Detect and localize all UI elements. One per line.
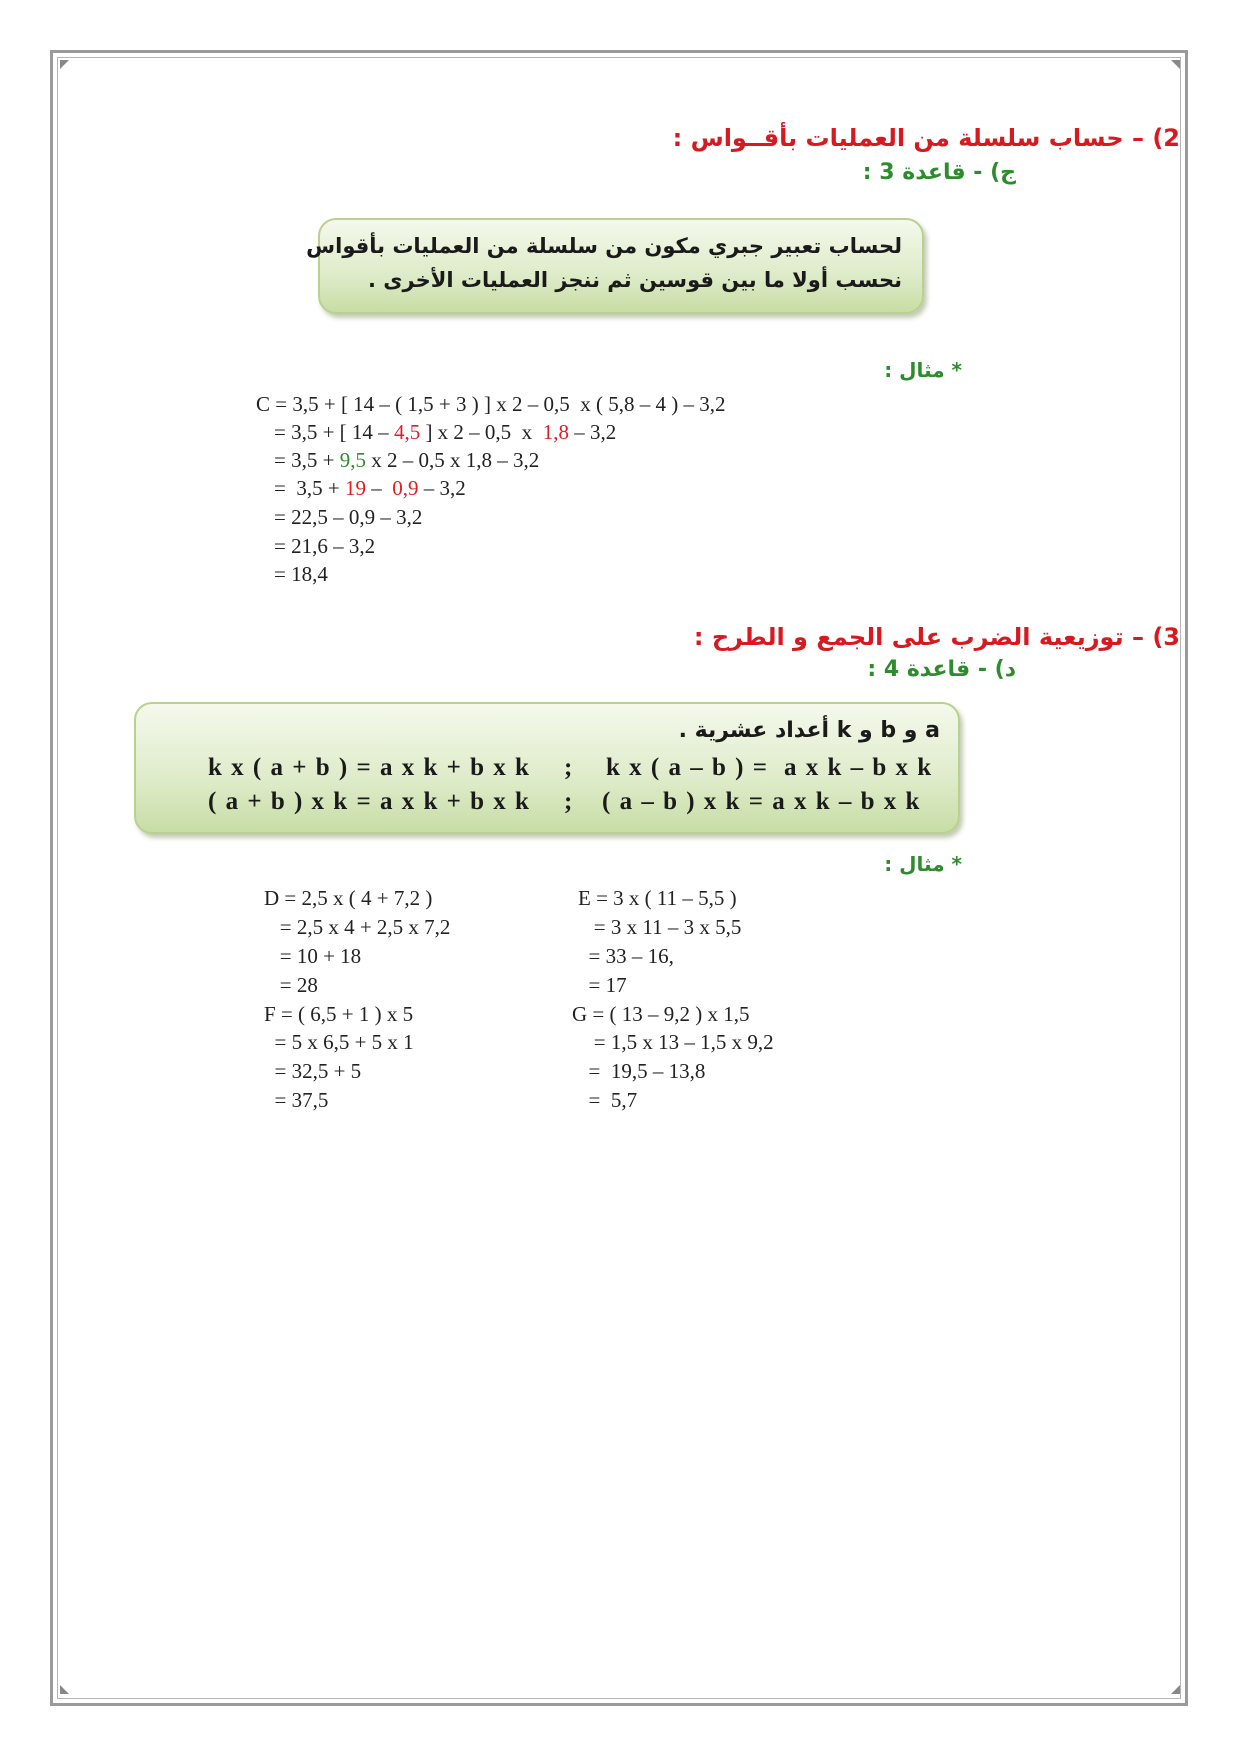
example-f-line: = 37,5 [264,1088,329,1112]
rule4-intro: a و b و k أعداد عشرية . [678,718,940,743]
highlight-value: 4,5 [393,420,421,444]
corner-ornament-top-left [60,60,69,69]
highlight-value: 19 [344,476,366,500]
example-f-line: = 32,5 + 5 [264,1059,362,1083]
section2-heading: 2) – حساب سلسلة من العمليات بأقــواس : [672,124,1180,152]
example-e-line: = 33 – 16, [578,944,674,968]
example-g-line: G = ( 13 – 9,2 ) x 1,5 [572,1002,750,1026]
example-c-line-3: = 3,5 + 9,5 x 2 – 0,5 x 1,8 – 3,2 [274,448,540,472]
rule3-line-1: لحساب تعبير جبري مكون من سلسلة من العمليات بأقواس [306,234,902,258]
example-d-line: = 10 + 18 [264,944,362,968]
formula-row1-right: k x ( a – b ) = a x k – b x k [606,754,933,781]
example-g-line: = 1,5 x 13 – 1,5 x 9,2 [578,1030,774,1054]
corner-ornament-bottom-left [60,1685,69,1694]
highlight-value: 1,8 [542,420,569,444]
highlight-value: 0,9 [392,476,419,500]
rule3-line-2: نحسب أولا ما بين قوسين ثم ننجز العمليات الأخرى . [367,268,902,292]
example-d-line: = 28 [264,973,318,997]
formula-row2-right: ( a – b ) x k = a x k – b x k [602,788,921,815]
example-e-line: E = 3 x ( 11 – 5,5 ) [578,886,737,910]
example-f-line: = 5 x 6,5 + 5 x 1 [264,1030,414,1054]
corner-ornament-top-right [1171,60,1180,69]
example-c-line-6: = 21,6 – 3,2 [274,534,376,558]
section3-heading: 3) – توزيعية الضرب على الجمع و الطرح : [693,623,1180,651]
example-c-line-5: = 22,5 – 0,9 – 3,2 [274,505,423,529]
section3-rule-label: د) - قاعدة 4 : [867,657,1016,682]
formula-row1-left: k x ( a + b ) = a x k + b x k [208,754,531,781]
rule4-box [134,702,960,834]
example-d-line: D = 2,5 x ( 4 + 7,2 ) [264,886,433,910]
section2-rule-label: ج) - قاعدة 3 : [862,160,1016,185]
section2-example-label: * مثال : [884,358,962,382]
formula-row2-left: ( a + b ) x k = a x k + b x k [208,788,531,815]
example-e-line: = 17 [578,973,627,997]
example-f-line: F = ( 6,5 + 1 ) x 5 [264,1002,414,1026]
highlight-value: 9,5 [339,448,366,472]
example-c-line-4: = 3,5 + 19 – 0,9 – 3,2 [274,476,466,500]
example-c-line-7: = 18,4 [274,562,328,586]
example-d-line: = 2,5 x 4 + 2,5 x 7,2 [264,915,451,939]
formula-separator: ; [564,754,574,781]
corner-ornament-bottom-right [1171,1685,1180,1694]
example-c-line-2: = 3,5 + [ 14 – 4,5 ] x 2 – 0,5 x 1,8 – 3,2 [274,420,617,444]
section3-example-label: * مثال : [884,852,962,876]
example-g-line: = 5,7 [578,1088,638,1112]
example-c-line-1: C = 3,5 + [ 14 – ( 1,5 + 3 ) ] x 2 – 0,5 x ( 5,8 – 4 ) – 3,2 [256,392,726,416]
formula-separator: ; [564,788,574,815]
example-e-line: = 3 x 11 – 3 x 5,5 [578,915,742,939]
example-g-line: = 19,5 – 13,8 [578,1059,706,1083]
rule3-box [306,218,924,314]
